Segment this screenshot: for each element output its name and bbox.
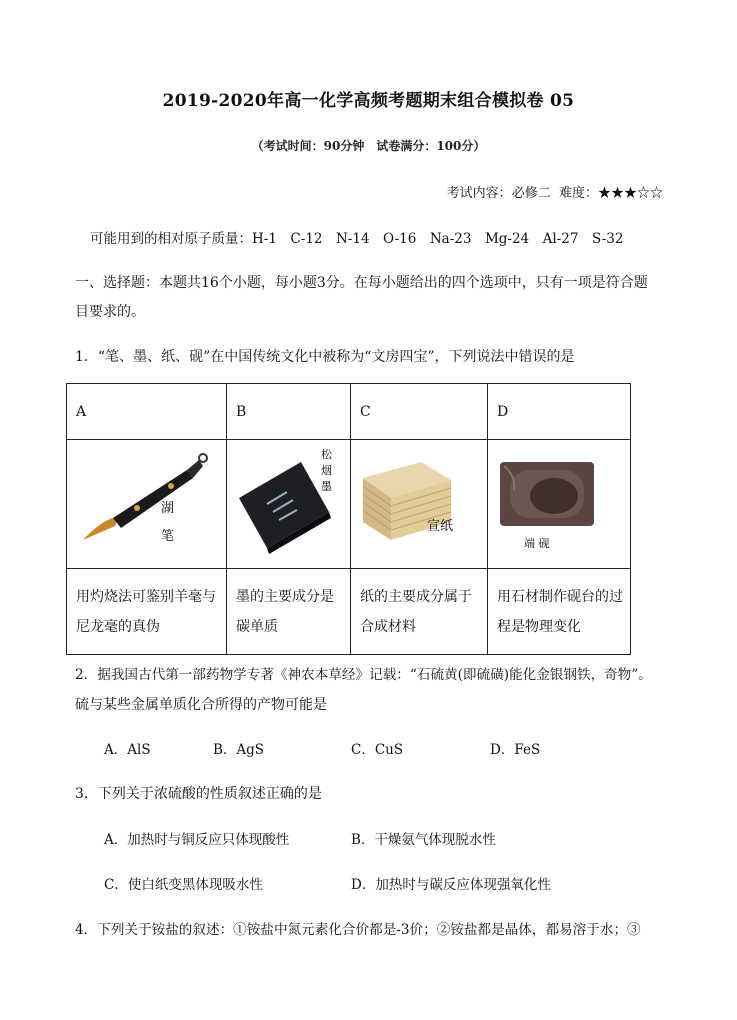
inkstone-image-cell: [488, 440, 631, 569]
ink-image-cell: [227, 440, 351, 569]
question-3-option-c: C．使白纸变黑体现吸水性: [104, 877, 263, 893]
question-2-option-d: D．FeS: [490, 742, 541, 758]
atomic-masses: 可能用到的相对原子质量：H-1 C-12 N-14 O-16 Na-23 Mg-24 Al-27 S-32: [90, 231, 624, 247]
option-b-text: 墨的主要成分是 碳单质: [227, 569, 351, 655]
question-3-stem: 3．下列关于浓硫酸的性质叙述正确的是: [75, 786, 322, 802]
content-value: 必修二: [511, 186, 551, 201]
inkstone-label: 端 砚: [524, 537, 550, 550]
content-label: 考试内容：: [446, 186, 512, 201]
question-2-option-c: C．CuS: [351, 742, 404, 758]
exam-subtitle: （考试时间：90分钟 试卷满分：100分）: [251, 139, 486, 153]
ink-label-2: 烟: [321, 464, 332, 477]
question-2-option-b: B．AgS: [213, 742, 265, 758]
question-3-option-a: A．加热时与铜反应只体现酸性: [104, 832, 290, 848]
question-3-option-d: D．加热时与碳反应体现强氧化性: [351, 877, 551, 893]
difficulty-label: 难度：: [558, 186, 598, 201]
difficulty-stars: ★★★☆☆: [597, 186, 663, 201]
brush-label-1: 湖: [161, 501, 175, 516]
exam-info: [447, 182, 663, 201]
brush-label-2: 笔: [161, 529, 175, 544]
ink-label-3: 墨: [321, 480, 332, 493]
option-c-header: C: [351, 384, 488, 440]
brush-icon: [67, 440, 227, 568]
page-title: 2019-2020年高一化学高频考题期末组合模拟卷 05: [162, 91, 575, 111]
option-c-text: 纸的主要成分属于 合成材料: [351, 569, 488, 655]
option-d-header: D: [488, 384, 631, 440]
paper-stack-icon: [351, 440, 488, 568]
section-heading-line1: 一、选择题：本题共16个小题，每小题3分。在每小题给出的四个选项中，只有一项是符合题: [75, 275, 648, 291]
question-1-stem: 1．“笔、墨、纸、砚”在中国传统文化中被称为“文房四宝”，下列说法中错误的是: [75, 349, 575, 365]
question-3-option-b: B．干燥氨气体现脱水性: [351, 832, 496, 848]
option-a-header: A: [67, 384, 227, 440]
section-heading-line2: 目要求的。: [75, 304, 145, 320]
ink-label-1: 松: [321, 448, 332, 461]
ink-stick-icon: [227, 440, 351, 568]
paper-label: 宣纸: [427, 519, 454, 534]
inkstone-icon: [488, 440, 631, 568]
brush-image-cell: [67, 440, 227, 569]
option-d-text: 用石材制作砚台的过 程是物理变化: [488, 569, 631, 655]
option-b-header: B: [227, 384, 351, 440]
question-2-stem-line2: 硫与某些金属单质化合所得的产物可能是: [75, 697, 327, 713]
question-2-option-a: A．AlS: [104, 742, 151, 758]
question-1-table: [66, 383, 631, 655]
question-2-stem-line1: 2．据我国古代第一部药物学专著《神农本草经》记载：“石硫黄(即硫磺)能化金银钢铁，奇物”。: [75, 667, 652, 683]
question-4-stem: 4．下列关于铵盐的叙述：①铵盐中氮元素化合价都是-3价；②铵盐都是晶体，都易溶于水；③: [75, 922, 641, 938]
option-a-text: 用灼烧法可鉴别羊毫与 尼龙毫的真伪: [67, 569, 227, 655]
paper-image-cell: [351, 440, 488, 569]
